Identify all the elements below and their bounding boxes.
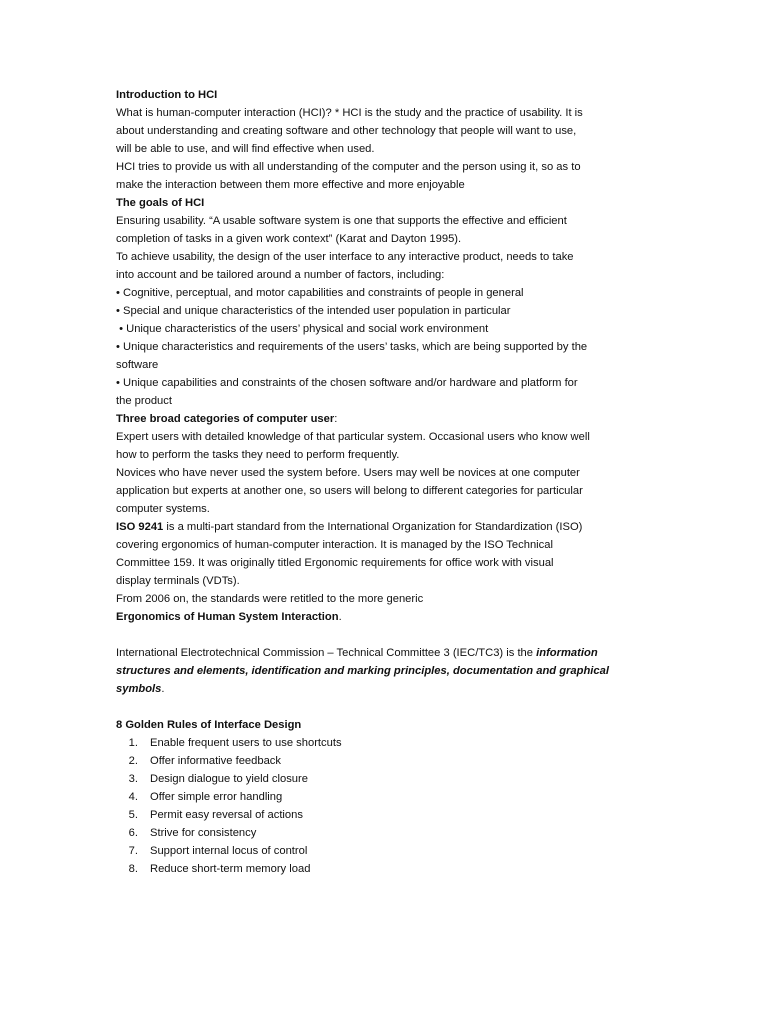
ergonomics-line [116,608,651,626]
list-item [116,860,651,878]
goals-bullet: the product [116,395,172,407]
list-item [116,788,651,806]
list-number: 7. [128,845,138,857]
users-heading-colon: : [334,413,338,425]
goals-p1-line: Ensuring usability. “A usable software system is one that supports the effective and efficient [116,215,567,227]
intro-p1-line: about understanding and creating software and other technology that people will want to use, [116,125,577,137]
iso-term: ISO 9241 [116,521,164,533]
intro-p2-line: make the interaction between them more effective and more enjoyable [116,179,465,191]
users-heading: Three broad categories of computer user [116,413,335,425]
iso-line [116,518,651,536]
intro-p1-line: What is human-computer interaction (HCI)? * HCI is the study and the practice of usability. It is [116,107,583,119]
intro-p1-line: will be able to use, and will find effective when used. [116,143,375,155]
iec-line3-emphasis: symbols [116,683,162,695]
iso-line1-rest: is a multi-part standard from the International Organization for Standardization (ISO) [163,521,583,533]
goals-p2-line: into account and be tailored around a number of factors, including: [116,269,445,281]
goals-bullet: software [116,359,159,371]
list-text: Strive for consistency [150,827,257,839]
list-number: 2. [128,755,138,767]
users-p2-line: application but experts at another one, so users will belong to different categories for particular [116,485,583,497]
intro-p2-line: HCI tries to provide us with all understanding of the computer and the person using it, so as to [116,161,581,173]
list-item [116,734,651,752]
list-item [116,806,651,824]
goals-p2-line: To achieve usability, the design of the user interface to any interactive product, needs to take [116,251,574,263]
list-item [116,842,651,860]
list-number: 5. [128,809,138,821]
users-p1-line: Expert users with detailed knowledge of that particular system. Occasional users who know well [116,431,590,443]
iec-line1-plain: International Electrotechnical Commission – Technical Committee 3 (IEC/TC3) is the [116,647,537,659]
list-text: Offer simple error handling [150,791,283,803]
intro-heading: Introduction to HCI [116,89,218,101]
iso-line: Committee 159. It was originally titled Ergonomic requirements for office work with visual [116,557,554,569]
goals-bullet: • Unique capabilities and constraints of the chosen software and/or hardware and platform for [116,377,578,389]
list-item [116,824,651,842]
ergonomics-period: . [338,611,342,623]
list-item [116,752,651,770]
blank-line [116,698,651,716]
blank-line [116,626,651,644]
users-p2-line: computer systems. [116,503,210,515]
list-number: 8. [128,863,138,875]
iec-line3-period: . [161,683,165,695]
goals-heading: The goals of HCI [116,197,205,209]
goals-bullet: • Unique characteristics of the users’ physical and social work environment [116,323,489,335]
rules-heading: 8 Golden Rules of Interface Design [116,719,302,731]
list-item [116,770,651,788]
iec-line2-emphasis: structures and elements, identification and marking principles, documentation and graphical [116,665,609,677]
list-number: 4. [128,791,138,803]
goals-bullet: • Cognitive, perceptual, and motor capabilities and constraints of people in general [116,287,524,299]
iso-line: display terminals (VDTs). [116,575,240,587]
ergonomics-term: Ergonomics of Human System Interaction [116,611,339,623]
list-text: Enable frequent users to use shortcuts [150,737,342,749]
iso-line: covering ergonomics of human-computer interaction. It is managed by the ISO Technical [116,539,553,551]
list-number: 1. [128,737,138,749]
users-p1-line: how to perform the tasks they need to perform frequently. [116,449,400,461]
users-p2-line: Novices who have never used the system before. Users may well be novices at one computer [116,467,580,479]
list-text: Reduce short-term memory load [150,863,311,875]
list-number: 6. [128,827,138,839]
iec-line [116,680,651,698]
iec-line1-emphasis: information [536,647,598,659]
goals-bullet: • Unique characteristics and requirements of the users’ tasks, which are being supported by the [116,341,588,353]
list-text: Permit easy reversal of actions [150,809,303,821]
goals-p1-line: completion of tasks in a given work context” (Karat and Dayton 1995). [116,233,462,245]
users-heading-line [116,410,651,428]
list-text: Support internal locus of control [150,845,308,857]
list-text: Offer informative feedback [150,755,281,767]
list-number: 3. [128,773,138,785]
iec-line [116,644,651,662]
list-text: Design dialogue to yield closure [150,773,308,785]
iso-line: From 2006 on, the standards were retitled to the more generic [116,593,424,605]
document-body [116,86,651,878]
goals-bullet: • Special and unique characteristics of the intended user population in particular [116,305,511,317]
